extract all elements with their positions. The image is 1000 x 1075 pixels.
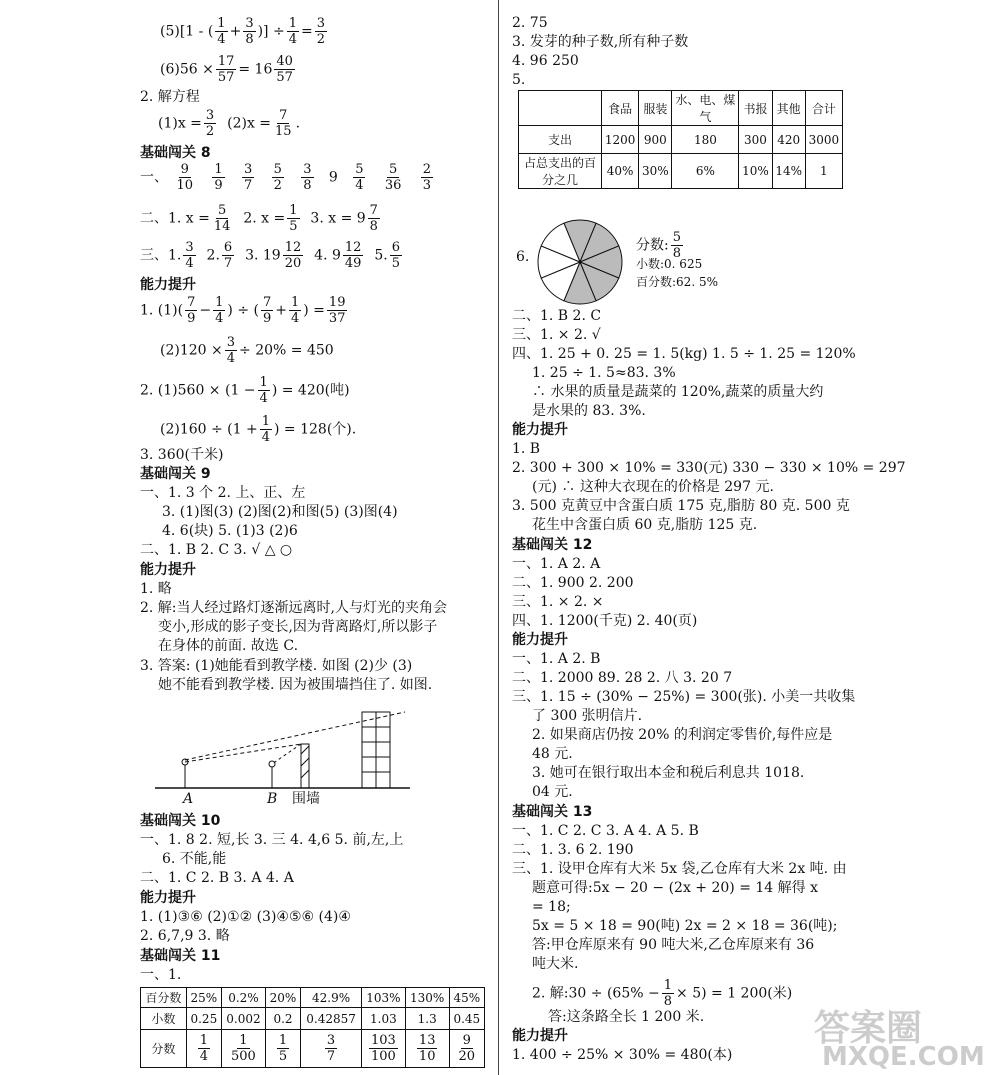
fraction: $\frac{6}{7}$ bbox=[223, 240, 233, 271]
pie-figure bbox=[536, 218, 624, 306]
line: 四、1. 1200(千克) 2. 40(页) bbox=[512, 613, 698, 629]
section-heading: 基础闯关 12 bbox=[512, 537, 593, 553]
line: (元) ∴ 这种大衣现在的价格是 297 元. bbox=[532, 479, 774, 495]
line: 三、1. 设甲仓库有大米 5x 袋,乙仓库有大米 2x 吨. 由 bbox=[512, 861, 847, 877]
answer-line: 2. (1)560 × (1 − $\frac{1}{4}$ ) = 420(吨) bbox=[140, 375, 350, 406]
fraction: $\frac{7}{9}$ bbox=[187, 295, 196, 326]
line: 1. B bbox=[512, 441, 541, 457]
line: 一、1. C 2. C 3. A 4. A 5. B bbox=[512, 823, 699, 839]
column-divider bbox=[498, 0, 499, 1075]
line: 2. 解:当人经过路灯逐渐远离时,人与灯光的夹角会 bbox=[140, 600, 447, 616]
fraction: $\frac{5}{36}$ bbox=[384, 162, 402, 193]
line: 答:甲仓库原来有 90 吨大米,乙仓库原来有 36 bbox=[532, 937, 815, 953]
line: 二、1. 2000 89. 28 2. 八 3. 20 7 bbox=[512, 670, 733, 686]
answer-line: 二、1. x = $\frac{5}{14}$ 2. x = $\frac{1}{5}$ 3. x = 9 $\frac{7}{8}$ bbox=[140, 203, 378, 234]
line: 2. 75 bbox=[512, 15, 548, 31]
fraction: $\frac{7}{15}$ bbox=[275, 108, 292, 139]
fraction: $\frac{13}{10}$ bbox=[418, 1033, 436, 1064]
section-heading: 能力提升 bbox=[140, 277, 196, 293]
fraction: $\frac{9}{20}$ bbox=[458, 1033, 476, 1064]
fraction: $\frac{1}{5}$ bbox=[278, 1033, 288, 1064]
fraction: $\frac{3}{4}$ bbox=[185, 240, 194, 271]
expense-table bbox=[518, 90, 843, 189]
line: 答:这条路全长 1 200 米. bbox=[548, 1009, 705, 1025]
fraction: $\frac{7}{8}$ bbox=[369, 203, 378, 234]
line: 3. 她可在银行取出本金和税后利息共 1018. bbox=[532, 765, 805, 781]
line: ∴ 水果的质量是蔬菜的 120%,蔬菜的质量大约 bbox=[532, 384, 824, 400]
section-heading: 基础闯关 9 bbox=[140, 466, 211, 482]
line: 二、1. B 2. C 3. √ △ ○ bbox=[140, 542, 293, 558]
equation-answers: (1)x = $\frac{3}{2}$ (2)x = $\frac{7}{15}$ . bbox=[158, 108, 301, 139]
line: 1. (1)③⑥ (2)①② (3)④⑤⑥ (4)④ bbox=[140, 909, 351, 925]
line: 二、1. 900 2. 200 bbox=[512, 575, 634, 591]
line: 4. 96 250 bbox=[512, 53, 579, 69]
eq-5: (5)[1 - ( $\frac{1}{4}$ + $\frac{3}{8}$ )] ÷ $\frac{1}{4}$ = $\frac{3}{2}$ bbox=[160, 16, 325, 47]
fraction: $\frac{19}{37}$ bbox=[328, 295, 346, 326]
line: 3. 360(千米) bbox=[140, 447, 224, 463]
fraction: $\frac{3}{2}$ bbox=[316, 16, 325, 47]
table-row: 占总支出的百分之几 40% 30% 6% 10% 14% 1 bbox=[519, 154, 843, 189]
line: 3. (1)图(3) (2)图(2)和图(5) (3)图(4) bbox=[162, 504, 398, 520]
fraction: $\frac{1}{500}$ bbox=[231, 1033, 256, 1064]
pie-decimal: 小数:0. 625 bbox=[636, 257, 703, 271]
fraction: $\frac{5}{8}$ bbox=[672, 230, 681, 261]
table-row: 百分数 25% 0.2% 20% 42.9% 103% 130% 45% bbox=[141, 988, 485, 1008]
answer-line: 一、 $\frac{9}{10}$ $\frac{1}{9}$ $\frac{3}{7}$ $\frac{5}{2}$ $\frac{3}{8}$ 9 $\frac{5}{4}$ $\frac{5}{36}$ $\frac{2}{3}$ bbox=[140, 162, 432, 193]
fraction: $\frac{3}{7}$ bbox=[244, 162, 253, 193]
line: 四、1. 25 + 0. 25 = 1. 5(kg) 1. 5 ÷ 1. 25 = 120% bbox=[512, 346, 856, 362]
fraction: $\frac{5}{14}$ bbox=[213, 203, 231, 234]
fraction: $\frac{12}{49}$ bbox=[344, 240, 362, 271]
line: 5x = 5 × 18 = 90(吨) 2x = 2 × 18 = 36(吨); bbox=[532, 918, 838, 934]
fraction: $\frac{1}{4}$ bbox=[261, 414, 271, 445]
answer-line: 2. 解:30 ÷ (65% − $\frac{1}{8}$ × 5) = 1 200(米) bbox=[532, 978, 793, 1009]
line: 3. 答案: (1)她能看到教学楼. 如图 (2)少 (3) bbox=[140, 658, 413, 674]
line: 题意可得:5x − 20 − (2x + 20) = 14 解得 x bbox=[532, 880, 819, 896]
line: 2. 如果商店仍按 20% 的利润定零售价,每件应是 bbox=[532, 727, 833, 743]
fraction: $\frac{1}{4}$ bbox=[217, 16, 226, 47]
fraction: $\frac{1}{8}$ bbox=[663, 978, 673, 1009]
pie-fraction: 分数: $\frac{5}{8}$ bbox=[636, 230, 681, 261]
line: = 18; bbox=[532, 899, 571, 915]
answer-line: 三、1. $\frac{3}{4}$ 2. $\frac{6}{7}$ 3. 19 $\frac{12}{20}$ 4. 9 $\frac{12}{49}$ 5. $\frac{6}{5}$ bbox=[140, 240, 400, 271]
line: 二、1. B 2. C bbox=[512, 308, 602, 324]
fraction: $\frac{1}{4}$ bbox=[290, 295, 300, 326]
line: 1. 400 ÷ 25% × 30% = 480(本) bbox=[512, 1047, 733, 1063]
line: 1. 25 ÷ 1. 5≈83. 3% bbox=[532, 365, 676, 381]
fraction: $\frac{6}{5}$ bbox=[391, 240, 400, 271]
fraction: $\frac{1}{4}$ bbox=[259, 375, 268, 406]
line: 一、1. A 2. B bbox=[512, 651, 601, 667]
line: 一、1. 3 个 2. 上、正、左 bbox=[140, 485, 306, 501]
answer-line: (2)160 ÷ (1 + $\frac{1}{4}$ ) = 128(个). bbox=[160, 414, 357, 445]
fraction: $\frac{3}{4}$ bbox=[226, 335, 236, 366]
watermark-bottom: MXQE.COM bbox=[822, 1042, 985, 1072]
line: 她不能看到教学楼. 因为被围墙挡住了. 如图. bbox=[158, 677, 433, 693]
fraction: $\frac{1}{5}$ bbox=[289, 203, 298, 234]
fraction: $\frac{17}{57}$ bbox=[217, 54, 235, 85]
line: 2. 解方程 bbox=[140, 89, 200, 105]
line: 48 元. bbox=[532, 746, 573, 762]
shadow-figure bbox=[155, 700, 415, 810]
answer-line: 1. (1)( $\frac{7}{9}$ − $\frac{1}{4}$ ) ÷ ( $\frac{7}{9}$ + $\frac{1}{4}$ ) = $\frac{19}{37}$ bbox=[140, 295, 346, 326]
line: 3. 500 克黄豆中含蛋白质 175 克,脂肪 80 克. 500 克 bbox=[512, 498, 850, 514]
label-b: B bbox=[267, 791, 278, 807]
fraction: $\frac{7}{9}$ bbox=[262, 295, 272, 326]
section-heading: 能力提升 bbox=[512, 1028, 568, 1044]
fraction: $\frac{2}{3}$ bbox=[422, 162, 432, 193]
question-6: 6. bbox=[516, 249, 530, 265]
fraction: $\frac{1}{4}$ bbox=[199, 1033, 208, 1064]
line: 变小,形成的影子变长,因为背离路灯,所以影子 bbox=[158, 619, 438, 635]
line: 一、1. A 2. A bbox=[512, 556, 601, 572]
conversion-table bbox=[140, 987, 485, 1068]
fraction: $\frac{103}{100}$ bbox=[370, 1033, 396, 1064]
label-wall: 围墙 bbox=[292, 791, 320, 807]
line: 2. 6,7,9 3. 略 bbox=[140, 928, 230, 944]
fraction: $\frac{3}{2}$ bbox=[205, 108, 215, 139]
fraction: $\frac{9}{10}$ bbox=[176, 162, 193, 193]
table-row: 支出 1200 900 180 300 420 3000 bbox=[519, 126, 843, 154]
line: 1. 略 bbox=[140, 581, 172, 597]
line: 在身体的前面. 故选 C. bbox=[158, 638, 299, 654]
line: 二、1. 3. 6 2. 190 bbox=[512, 842, 634, 858]
watermark-top: 答案圈 bbox=[814, 1008, 923, 1049]
answer-line: (2)120 × $\frac{3}{4}$ ÷ 20% = 450 bbox=[160, 335, 334, 366]
line: 一、1. bbox=[140, 967, 182, 983]
line: 3. 发芽的种子数,所有种子数 bbox=[512, 34, 689, 50]
fraction: $\frac{3}{7}$ bbox=[326, 1033, 336, 1064]
fraction: $\frac{1}{4}$ bbox=[288, 16, 297, 47]
line: 2. 300 + 300 × 10% = 330(元) 330 − 330 × 10% = 297 bbox=[512, 460, 906, 476]
section-heading: 能力提升 bbox=[140, 562, 196, 578]
line: 了 300 张明信片. bbox=[532, 708, 643, 724]
section-heading: 基础闯关 8 bbox=[140, 145, 211, 161]
table-row: 食品 服装 水、电、煤气 书报 其他 合计 bbox=[519, 91, 843, 126]
line: 三、1. 15 ÷ (30% − 25%) = 300(张). 小美一共收集 bbox=[512, 689, 856, 705]
pie-percent: 百分数:62. 5% bbox=[636, 275, 718, 289]
table-row: 分数 $\frac{1}{4}$ $\frac{1}{500}$ $\frac{1}{5}$ $\frac{3}{7}$ $\frac{103}{100}$ $\frac{13}{10}$ $\frac{9}{20}$ bbox=[141, 1030, 485, 1068]
eq-6: (6)56 × $\frac{17}{57}$ = 16 $\frac{40}{57}$ bbox=[160, 54, 293, 85]
fraction: $\frac{5}{2}$ bbox=[273, 162, 282, 193]
section-heading: 基础闯关 13 bbox=[512, 804, 593, 820]
line: 一、1. 8 2. 短,长 3. 三 4. 4,6 5. 前,左,上 bbox=[140, 832, 404, 848]
line: 吨大米. bbox=[532, 956, 579, 972]
fraction: $\frac{40}{57}$ bbox=[276, 54, 293, 85]
line: 三、1. × 2. × bbox=[512, 594, 604, 610]
section-heading: 能力提升 bbox=[512, 422, 568, 438]
line: 4. 6(块) 5. (1)3 (2)6 bbox=[162, 523, 298, 539]
line: 6. 不能,能 bbox=[162, 851, 227, 867]
line: 04 元. bbox=[532, 784, 573, 800]
section-heading: 基础闯关 11 bbox=[140, 948, 221, 964]
line: 是水果的 83. 3%. bbox=[532, 403, 646, 419]
fraction: $\frac{5}{4}$ bbox=[355, 162, 364, 193]
fraction: $\frac{3}{8}$ bbox=[303, 162, 312, 193]
line: 花生中含蛋白质 60 克,脂肪 125 克. bbox=[532, 517, 758, 533]
fraction: $\frac{1}{4}$ bbox=[215, 295, 224, 326]
line: 三、1. × 2. √ bbox=[512, 327, 601, 343]
section-heading: 能力提升 bbox=[140, 890, 196, 906]
line: 5. bbox=[512, 72, 526, 88]
fraction: $\frac{12}{20}$ bbox=[284, 240, 302, 271]
table-row: 小数 0.25 0.002 0.2 0.42857 1.03 1.3 0.45 bbox=[141, 1008, 485, 1030]
section-heading: 基础闯关 10 bbox=[140, 813, 221, 829]
section-heading: 能力提升 bbox=[512, 632, 568, 648]
fraction: $\frac{1}{9}$ bbox=[214, 162, 223, 193]
fraction: $\frac{3}{8}$ bbox=[245, 16, 254, 47]
label-a: A bbox=[183, 791, 194, 807]
line: 二、1. C 2. B 3. A 4. A bbox=[140, 870, 294, 886]
